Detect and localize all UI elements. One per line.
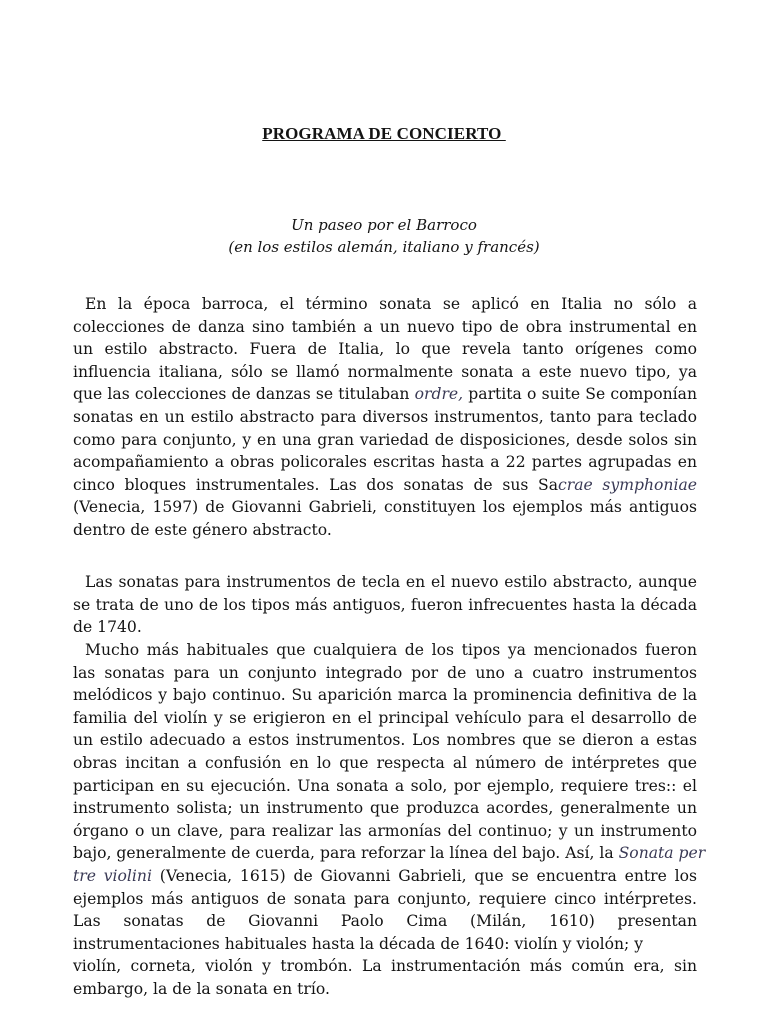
paragraph-line: sonatas en un estilo abstracto para diversos instrumentos, tanto para teclado <box>73 407 697 426</box>
paragraph-line: ejemplos más antiguos de sonata para conjunto, requiere cinco intérpretes. <box>73 889 697 908</box>
paragraph-1 <box>73 293 697 542</box>
paragraph-line: acompañamiento a obras policorales escritas hasta a 22 partes agrupadas en <box>73 453 697 472</box>
paragraph-line: Las sonatas para instrumentos de tecla en el nuevo estilo abstracto, aunque <box>85 573 697 591</box>
paragraph-line: (Venecia, 1597) de Giovanni Gabrieli, constituyen los ejemplos más antiguos <box>73 498 697 517</box>
italic-term-sacrae: crae symphoniae <box>558 475 697 494</box>
paragraph-line: se trata de uno de los tipos más antiguos, fueron infrecuentes hasta la década <box>73 595 697 614</box>
paragraph-line: obras incitan a confusión en lo que respecta al número de intérpretes que <box>73 753 697 772</box>
italic-term-ordre: ordre, <box>414 385 464 404</box>
paragraph-line: familia del violín y se erigieron en el principal vehículo para el desarrollo de <box>73 708 697 727</box>
italic-title-sonata-per: Sonata per <box>618 844 706 863</box>
paragraph-line: violín, corneta, violón y trombón. La instrumentación más común era, sin <box>73 957 697 976</box>
text-run: bajo, generalmente de cuerda, para reforzar la línea del bajo. Así, la <box>73 844 619 863</box>
paragraph-line: como para conjunto, y en una gran variedad de disposiciones, desde solos sin <box>73 430 697 449</box>
paragraph-line <box>73 383 697 406</box>
paragraph-line: instrumentaciones habituales hasta la década de 1640: violín y violón; y <box>73 934 644 953</box>
paragraph-line: de 1740. <box>73 618 142 637</box>
text-run: (Venecia, 1615) de Giovanni Gabrieli, que se encuentra entre los <box>151 866 697 885</box>
text-run: partita o suite Se componían <box>463 385 698 404</box>
paragraph-3 <box>73 639 706 1001</box>
paragraph-line: colecciones de danza sino también a un nuevo tipo de obra instrumental en <box>73 317 697 336</box>
paragraph-line <box>73 865 697 888</box>
paragraph-line: participan en su ejecución. Una sonata a solo, por ejemplo, requiere tres:: el <box>73 776 697 795</box>
paragraph-line: las sonatas para un conjunto integrado por de uno a cuatro instrumentos <box>73 663 697 682</box>
paragraph-line <box>73 842 706 865</box>
paragraph-line: Las sonatas de Giovanni Paolo Cima (Milán, 1610) presentan <box>73 912 697 931</box>
text-run: cinco bloques instrumentales. Las dos sonatas de sus Sa <box>73 475 559 494</box>
paragraph-line: un estilo abstracto. Fuera de Italia, lo que revela tanto orígenes como <box>73 340 697 359</box>
italic-title-tre-violini: tre violini <box>73 866 152 885</box>
paragraph-line: melódicos y bajo continuo. Su aparición marca la prominencia definitiva de la <box>73 686 697 705</box>
paragraph-line: dentro de este género abstracto. <box>73 520 332 539</box>
subtitle-line-1: Un paseo por el Barroco <box>291 216 477 234</box>
paragraph-line: embargo, la de la sonata en trío. <box>73 979 330 998</box>
paragraph-line: influencia italiana, sólo se llamó normalmente sonata a este nuevo tipo, ya <box>73 362 697 381</box>
paragraph-line: Mucho más habituales que cualquiera de los tipos ya mencionados fueron <box>85 641 697 659</box>
subtitle-line-2: (en los estilos alemán, italiano y francés) <box>228 238 540 256</box>
text-run: que las colecciones de danzas se titulaban <box>73 385 415 404</box>
paragraph-line: órgano o un clave, para realizar las armonías del continuo; y un instrumento <box>73 821 697 840</box>
subtitle <box>0 214 768 258</box>
paragraph-2 <box>73 571 697 639</box>
page-title: PROGRAMA DE CONCIERTO <box>262 124 506 143</box>
paragraph-line <box>73 474 697 497</box>
paragraph-line: un estilo adecuado a estos instrumentos. Los nombres que se dieron a estas <box>73 731 697 750</box>
paragraph-line: instrumento solista; un instrumento que produzca acordes, generalmente un <box>73 799 697 818</box>
paragraph-line: En la época barroca, el término sonata se aplicó en Italia no sólo a <box>85 295 697 313</box>
